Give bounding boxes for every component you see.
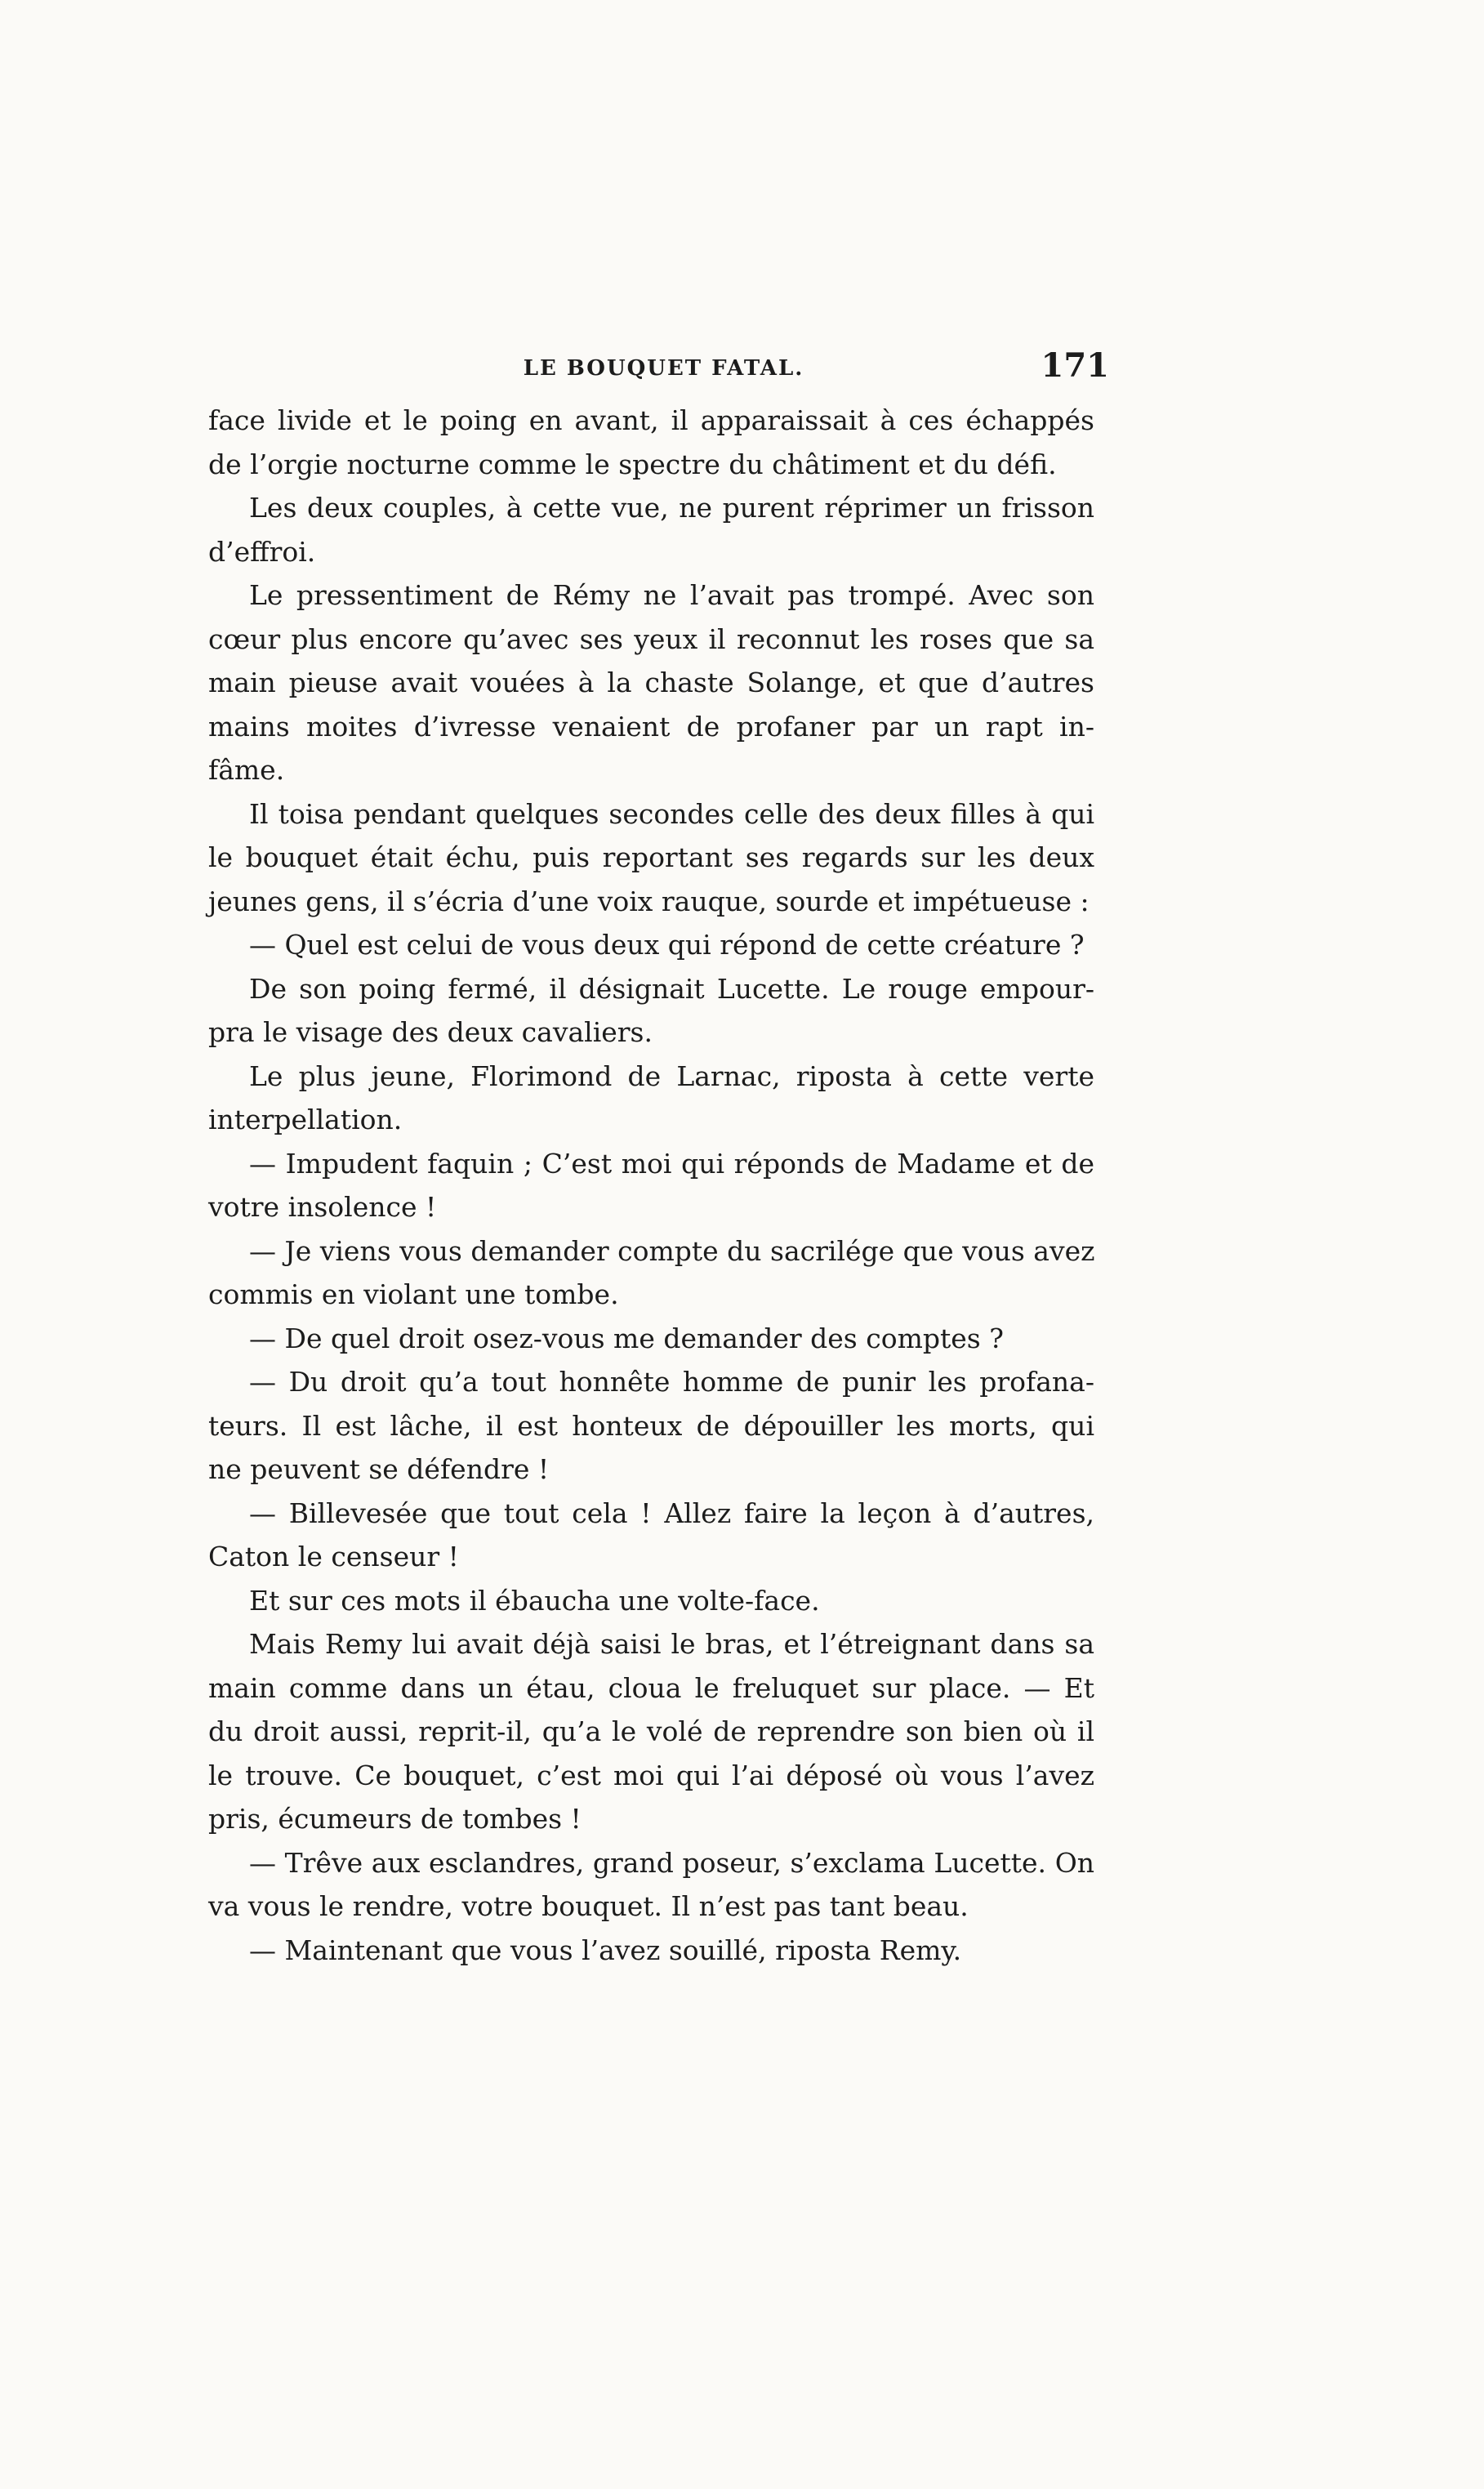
text-line: d’effroi. xyxy=(208,535,316,568)
text-line: Mais Remy lui avait déjà saisi le bras, et l’étreignant dans sa xyxy=(249,1628,1094,1660)
text-line: Il toisa pendant quelques secondes celle des deux filles à qui xyxy=(249,797,1094,830)
running-title: LE BOUQUET FATAL. xyxy=(523,356,804,381)
page-number: 171 xyxy=(1041,346,1109,385)
text-line: le bouquet était échu, puis reportant ses regards sur les deux xyxy=(208,841,1094,873)
text-line: commis en violant une tombe. xyxy=(208,1278,619,1310)
text-line: — Maintenant que vous l’avez souillé, riposta Remy. xyxy=(249,1934,962,1966)
text-line: pris, écumeurs de tombes ! xyxy=(208,1803,582,1835)
text-line: Les deux couples, à cette vue, ne purent réprimer un frisson xyxy=(249,492,1094,524)
text-line: fâme. xyxy=(208,754,285,786)
text-line: De son poing fermé, il désignait Lucette. Le rouge empour- xyxy=(249,972,1094,1005)
text-line: jeunes gens, il s’écria d’une voix rauque, sourde et impétueuse : xyxy=(208,885,1090,917)
text-line: va vous le rendre, votre bouquet. Il n’est pas tant beau. xyxy=(208,1890,969,1922)
text-line: du droit aussi, reprit-il, qu’a le volé de reprendre son bien où il xyxy=(208,1715,1094,1747)
body-text xyxy=(208,399,1094,1972)
text-line: face livide et le poing en avant, il apparaissait à ces échappés xyxy=(208,404,1094,436)
text-line: ne peuvent se défendre ! xyxy=(208,1453,550,1485)
text-line: Et sur ces mots il ébaucha une volte-face. xyxy=(249,1584,820,1617)
running-head xyxy=(208,341,1119,390)
text-line: — Trêve aux esclandres, grand poseur, s’exclama Lucette. On xyxy=(249,1846,1094,1879)
text-line: pra le visage des deux cavaliers. xyxy=(208,1016,653,1048)
text-line: — De quel droit osez-vous me demander des comptes ? xyxy=(249,1322,1004,1354)
text-line: le trouve. Ce bouquet, c’est moi qui l’ai déposé où vous l’avez xyxy=(208,1759,1094,1791)
text-line: — Quel est celui de vous deux qui répond de cette créature ? xyxy=(249,929,1085,961)
text-line: Caton le censeur ! xyxy=(208,1541,459,1572)
text-line: de l’orgie nocturne comme le spectre du châtiment et du défi. xyxy=(208,448,1057,480)
text-line: Le pressentiment de Rémy ne l’avait pas trompé. Avec son xyxy=(249,579,1094,611)
text-line: main pieuse avait vouées à la chaste Solange, et que d’autres xyxy=(208,667,1094,698)
text-line: mains moites d’ivresse venaient de profaner par un rapt in- xyxy=(208,710,1094,743)
text-line: — Impudent faquin ; C’est moi qui réponds de Madame et de xyxy=(249,1147,1094,1180)
text-line: main comme dans un étau, cloua le freluquet sur place. — Et xyxy=(208,1671,1094,1704)
text-line: Le plus jeune, Florimond de Larnac, riposta à cette verte xyxy=(249,1059,1094,1092)
text-line: cœur plus encore qu’avec ses yeux il reconnut les roses que sa xyxy=(208,622,1094,655)
text-line: votre insolence ! xyxy=(208,1191,437,1223)
text-line: — Billevesée que tout cela ! Allez faire la leçon à d’autres, xyxy=(249,1497,1094,1529)
text-line: — Du droit qu’a tout honnête homme de punir les profana- xyxy=(249,1366,1094,1398)
text-line: interpellation. xyxy=(208,1104,403,1135)
text-line: teurs. Il est lâche, il est honteux de dépouiller les morts, qui xyxy=(208,1409,1094,1442)
text-line: — Je viens vous demander compte du sacrilége que vous avez xyxy=(249,1234,1095,1267)
